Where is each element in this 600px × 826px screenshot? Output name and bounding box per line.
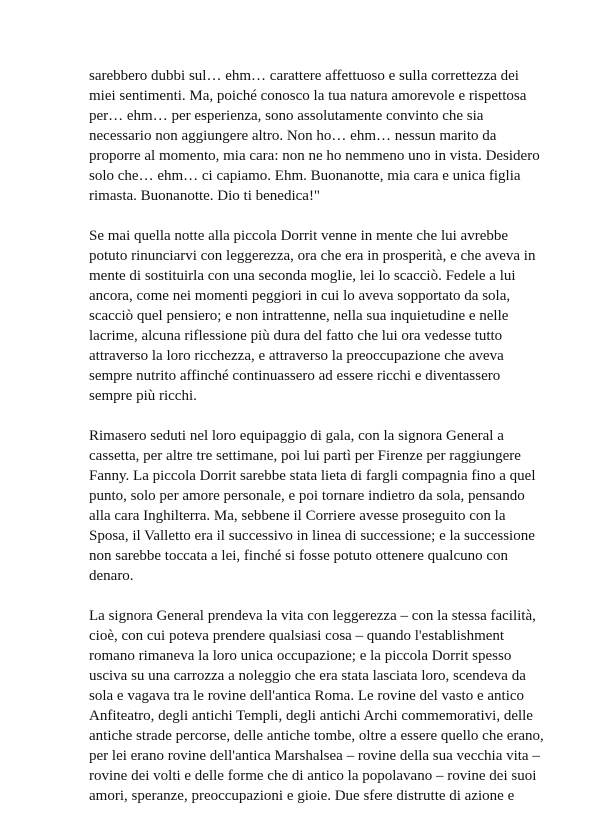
text-line: Sposa, il Valletto era il successivo in linea di successione; e la successione: [89, 528, 535, 544]
text-line: solo che… ehm… ci capiamo. Ehm. Buonanotte, mia cara e unica figlia: [89, 168, 521, 184]
text-line: sempre più ricchi.: [89, 388, 197, 404]
text-line: romano rimaneva la loro unica occupazione; e la piccola Dorrit spesso: [89, 648, 512, 664]
text-line: Fanny. La piccola Dorrit sarebbe stata lieta di fargli compagnia fino a quel: [89, 468, 536, 484]
text-line: cassetta, per altre tre settimane, poi lui partì per Firenze per raggiungere: [89, 448, 521, 464]
paragraph-1: [89, 66, 540, 206]
text-line: scacciò quel pensiero; e non intrattenne, nella sua inquietudine e nelle: [89, 308, 509, 324]
text-line: potuto rinunciarvi con leggerezza, ora che era in prosperità, e che aveva in: [89, 248, 536, 264]
text-line: proporre al momento, mia cara: non ne ho nemmeno uno in vista. Desidero: [89, 148, 540, 164]
text-line: per… ehm… per esperienza, sono assolutamente convinto che sia: [89, 108, 484, 124]
text-line: lacrime, alcuna riflessione più dura del fatto che lui ora vedesse tutto: [89, 328, 503, 344]
text-line: sempre nutrito affinché continuassero ad essere ricchi e diventassero: [89, 368, 501, 384]
text-line: antiche strade percorse, delle antiche tombe, oltre a essere quello che erano,: [89, 728, 544, 744]
text-line: denaro.: [89, 568, 134, 584]
text-line: non sarebbe toccata a lei, finché si fosse potuto ottenere qualcuno con: [89, 548, 509, 564]
text-line: Anfiteatro, degli antichi Templi, degli antichi Archi commemorativi, delle: [89, 708, 533, 724]
text-line: Rimasero seduti nel loro equipaggio di gala, con la signora General a: [89, 428, 504, 444]
text-line: mente di sostituirla con una seconda moglie, lei lo scacciò. Fedele a lui: [89, 268, 516, 284]
paragraph-2: [89, 226, 536, 406]
text-line: necessario non aggiungere altro. Non ho… ehm… nessun marito da: [89, 128, 497, 144]
document-body: [89, 66, 544, 826]
text-line: alla cara Inghilterra. Ma, sebbene il Corriere avesse proseguito con la: [89, 508, 506, 524]
text-line: sola e vagava tra le rovine dell'antica Roma. Le rovine del vasto e antico: [89, 688, 525, 704]
text-line: La signora General prendeva la vita con leggerezza – con la stessa facilità,: [89, 608, 536, 624]
text-line: usciva su una carrozza a noleggio che era stata lasciata loro, scendeva da: [89, 668, 526, 684]
text-line: Se mai quella notte alla piccola Dorrit venne in mente che lui avrebbe: [89, 228, 509, 244]
paragraph-4: [89, 606, 544, 806]
text-line: miei sentimenti. Ma, poiché conosco la tua natura amorevole e rispettosa: [89, 88, 527, 104]
text-line: amori, speranze, preoccupazioni e gioie. Due sfere distrutte di azione e: [89, 788, 515, 804]
text-line: cioè, con cui poteva prendere qualsiasi cosa – quando l'establishment: [89, 628, 505, 644]
text-line: attraverso la loro ricchezza, e attraverso la preoccupazione che aveva: [89, 348, 504, 364]
text-line: ancora, come nei momenti peggiori in cui lo aveva sopportato da sola,: [89, 288, 511, 304]
text-line: rovine dei volti e delle forme che di antico la popolavano – rovine dei suoi: [89, 768, 537, 784]
text-line: per lei erano rovine dell'antica Marshalsea – rovine della sua vecchia vita –: [89, 748, 540, 764]
paragraph-3: [89, 426, 536, 586]
text-line: sarebbero dubbi sul… ehm… carattere affettuoso e sulla correttezza dei: [89, 68, 519, 84]
text-line: rimasta. Buonanotte. Dio ti benedica!": [89, 188, 321, 204]
text-line: punto, solo per amore personale, e poi tornare indietro da sola, pensando: [89, 488, 525, 504]
